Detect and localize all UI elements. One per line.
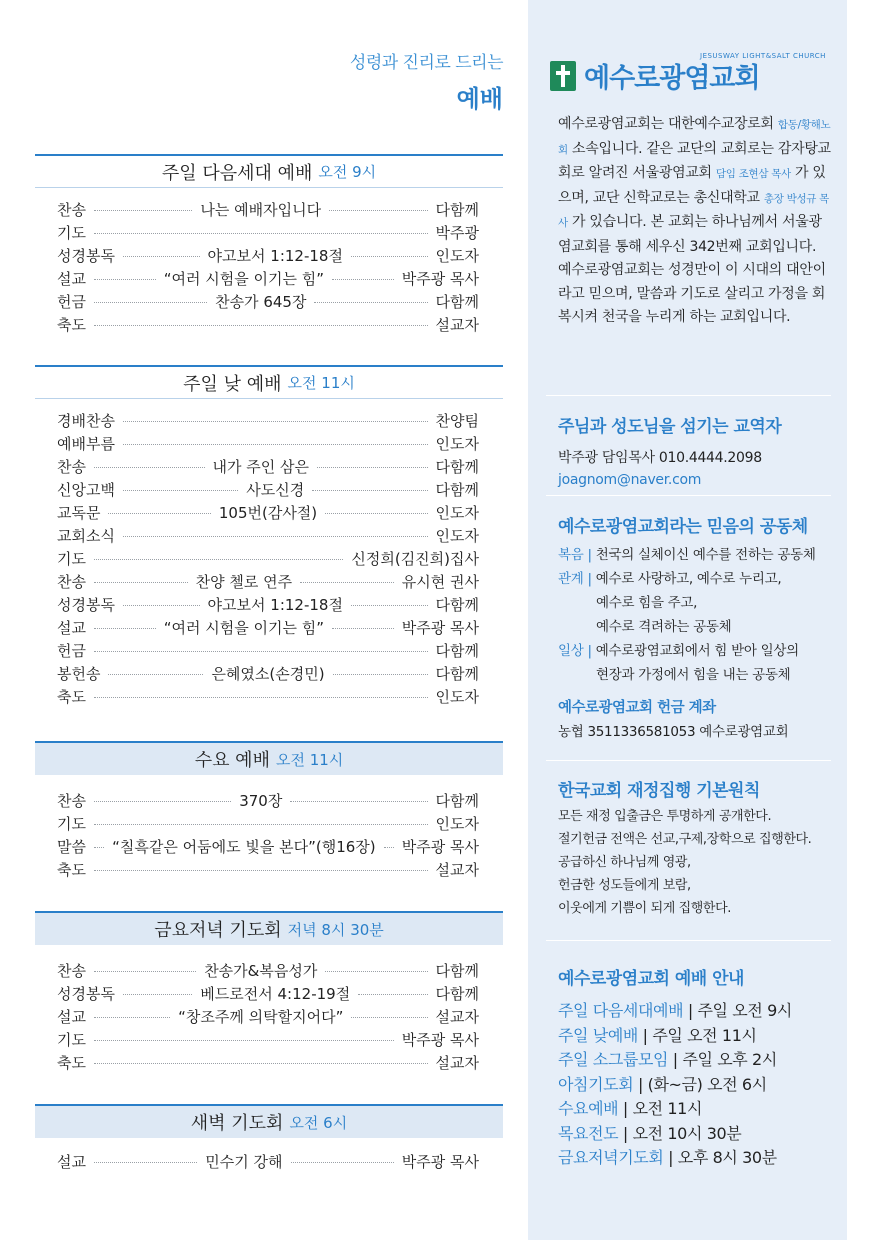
dotted-leader: [312, 490, 427, 491]
order-item: 축도: [57, 316, 86, 334]
dotted-leader: [123, 536, 428, 537]
dotted-leader: [123, 444, 428, 445]
intro-highlight: 담임 조현삼 목사: [715, 168, 791, 180]
order-content: 야고보서 1:12-18절: [207, 247, 343, 265]
dotted-leader: [94, 325, 428, 326]
order-row: [57, 1005, 479, 1028]
order-item: 설교: [57, 619, 86, 637]
order-leader: 설교자: [435, 1008, 479, 1026]
community-text: 현장과 가정에서 힘을 내는 공동체: [596, 667, 791, 683]
schedule-name: 아침기도회: [558, 1074, 634, 1094]
order-list: [35, 409, 503, 708]
order-leader: 다함께: [435, 201, 480, 219]
dotted-leader: [290, 801, 427, 802]
finance-title: 한국교회 재정집행 기본원칙: [558, 781, 760, 801]
dotted-leader: [94, 824, 428, 825]
order-content: 민수기 강해: [205, 1153, 283, 1171]
dotted-leader: [94, 1162, 197, 1163]
community-text: 천국의 실체이신 예수를 전하는 공동체: [595, 547, 816, 563]
dotted-leader: [358, 994, 427, 995]
page-title: 예배: [456, 85, 503, 113]
order-leader: 박주광 목사: [401, 838, 480, 856]
order-content: “창조주께 의탁할지어다”: [178, 1008, 344, 1026]
order-row: [57, 616, 479, 639]
order-row: [57, 593, 479, 616]
community-item: [558, 543, 833, 567]
dotted-leader: [123, 605, 200, 606]
dotted-leader: [317, 467, 428, 468]
schedule-name: 수요예배: [558, 1099, 619, 1118]
order-row: [57, 959, 479, 982]
schedule-name: 주일 낮예배: [558, 1025, 638, 1045]
dotted-leader: [94, 1063, 428, 1064]
intro-highlight: 총장 박성규 목사: [558, 192, 830, 229]
order-content: 찬양 첼로 연주: [195, 573, 293, 591]
separator: |: [587, 571, 592, 587]
order-item: 기도: [57, 550, 86, 568]
order-row: [57, 789, 479, 812]
schedule-time: | 오후 8시 30분: [663, 1148, 777, 1167]
order-row: [57, 501, 479, 524]
account-title: 예수로광염교회 헌금 계좌: [558, 700, 716, 716]
dotted-leader: [329, 210, 427, 211]
order-content: 베드로전서 4:12-19절: [200, 985, 351, 1003]
order-item: 설교: [57, 1008, 86, 1026]
order-item: 축도: [57, 688, 86, 706]
dotted-leader: [332, 628, 394, 629]
order-item: 말씀: [57, 838, 86, 856]
order-leader: 유시현 권사: [401, 573, 479, 591]
order-leader: 찬양팀: [435, 412, 479, 430]
section-header: [35, 154, 503, 188]
schedule-time: | 주일 오전 9시: [683, 1001, 792, 1020]
order-row: [57, 524, 479, 547]
section-title: 새벽 기도회: [190, 1113, 284, 1134]
dotted-leader: [300, 582, 394, 583]
order-leader: 신정희(김진희)집사: [351, 550, 479, 568]
intro-text: 가 있습니다. 본 교회는 하나님께서 서울광염교회를 통해 세우신 342번째 교회입니다.: [558, 214, 822, 255]
section-sunday-service: [35, 365, 503, 708]
section-time: 오전 11시: [287, 374, 355, 392]
community-label: 관계: [558, 571, 584, 587]
order-list: [35, 959, 503, 1074]
order-content: 사도신경: [246, 481, 305, 499]
order-leader: 다함께: [435, 985, 480, 1003]
order-item: 교회소식: [57, 527, 115, 545]
dotted-leader: [325, 513, 427, 514]
order-leader: 다함께: [435, 481, 480, 499]
dotted-leader: [314, 302, 427, 303]
community-block: [558, 512, 833, 687]
dotted-leader: [94, 847, 104, 848]
order-row: [57, 1051, 479, 1074]
community-text: 예수로 힘을 주고,: [596, 595, 698, 611]
community-item: [558, 639, 833, 663]
section-title: 주일 낮 예배: [183, 373, 282, 395]
church-info-column: [528, 0, 847, 1240]
dotted-leader: [325, 971, 427, 972]
divider: [546, 395, 831, 396]
church-english-name: JESUSWAY LIGHT&SALT CHURCH: [700, 52, 826, 60]
section-header: [35, 741, 503, 775]
schedule-name: 주일 소그룹모임: [558, 1050, 669, 1069]
dotted-leader: [94, 628, 156, 629]
order-row: [57, 1150, 479, 1173]
order-content: 105번(감사절): [218, 504, 318, 522]
page-heading: [350, 48, 503, 114]
order-content: “여러 시험을 이기는 힘”: [163, 270, 325, 288]
order-row: [57, 455, 479, 478]
order-row: [57, 290, 479, 313]
schedule-item: [558, 1097, 833, 1122]
dotted-leader: [94, 870, 428, 871]
order-row: [57, 639, 479, 662]
order-row: [57, 198, 479, 221]
order-leader: 박주광 목사: [401, 1031, 479, 1049]
order-item: 찬송: [57, 573, 86, 591]
church-logo: [550, 52, 826, 95]
order-item: 찬송: [57, 792, 86, 810]
order-list: [35, 198, 503, 336]
divider: [546, 495, 831, 496]
dotted-leader: [94, 1040, 394, 1041]
schedule-list: [558, 999, 833, 1171]
dotted-leader: [94, 302, 207, 303]
section-time: 저녁 8시 30분: [287, 920, 384, 939]
order-row: [57, 1028, 479, 1051]
staff-contact: 박주광 담임목사 010.4444.2098: [558, 450, 762, 466]
section-friday-prayer: [35, 911, 503, 1074]
separator: |: [587, 547, 592, 563]
order-item: 기도: [57, 224, 86, 242]
order-leader: 박주광 목사: [401, 270, 479, 288]
order-item: 기도: [57, 1031, 86, 1049]
order-content: 은혜였소(손경민): [211, 665, 325, 683]
order-item: 기도: [57, 815, 86, 833]
dotted-leader: [94, 697, 428, 698]
order-leader: 다함께: [435, 962, 480, 980]
order-content: 찬송가&복음성가: [204, 962, 318, 980]
order-item: 교독문: [57, 504, 101, 522]
community-label: 복음: [558, 547, 584, 563]
order-leader: 설교자: [435, 1054, 479, 1072]
order-row: [57, 685, 479, 708]
order-leader: 다함께: [435, 596, 480, 614]
order-leader: 다함께: [435, 792, 479, 810]
schedule-block: [558, 964, 833, 1171]
order-item: 헌금: [57, 293, 86, 311]
order-leader: 다함께: [435, 642, 479, 660]
section-time: 오전 6시: [289, 1113, 348, 1132]
intro-text: 예수로광염교회는 대한예수교장로회: [558, 116, 778, 132]
order-row: [57, 432, 479, 455]
order-row: [57, 812, 479, 835]
order-row: [57, 221, 479, 244]
section-dawn-prayer: [35, 1104, 503, 1173]
dotted-leader: [351, 605, 428, 606]
divider: [546, 940, 831, 941]
order-list: [35, 1150, 503, 1173]
order-item: 축도: [57, 861, 86, 879]
order-leader: 설교자: [435, 861, 479, 879]
dotted-leader: [123, 421, 428, 422]
dotted-leader: [332, 279, 394, 280]
account-number: 농협 3511336581053 예수로광염교회: [558, 724, 789, 740]
schedule-item: [558, 1073, 833, 1098]
schedule-name: 주일 다음세대예배: [558, 1001, 684, 1020]
dotted-leader: [291, 1162, 394, 1163]
order-row: [57, 570, 479, 593]
cross-icon: [550, 61, 576, 91]
order-content: “여러 시험을 이기는 힘”: [163, 619, 325, 637]
dotted-leader: [108, 513, 210, 514]
church-name: 예수로광염교회: [584, 63, 760, 94]
order-leader: 박주광: [435, 224, 479, 242]
section-title: 금요저녁 기도회: [154, 920, 282, 941]
schedule-title: 예수로광염교회 예배 안내: [558, 969, 744, 989]
order-content: 야고보서 1:12-18절: [207, 596, 343, 614]
order-item: 봉헌송: [57, 665, 101, 683]
order-leader: 인도자: [435, 527, 479, 545]
order-content: 찬송가 645장: [215, 293, 307, 311]
order-item: 성경봉독: [57, 985, 115, 1003]
order-item: 찬송: [57, 458, 86, 476]
order-leader: 다함께: [435, 665, 480, 683]
schedule-name: 목요전도: [558, 1123, 619, 1143]
order-list: [35, 789, 503, 881]
staff-email-link[interactable]: joagnom@naver.com: [558, 472, 702, 488]
dotted-leader: [333, 674, 428, 675]
section-title: 수요 예배: [194, 750, 270, 771]
account-block: [558, 696, 833, 743]
finance-line: 모든 재정 입출금은 투명하게 공개한다.: [558, 809, 772, 824]
order-leader: 다함께: [435, 293, 480, 311]
community-text: 예수로광염교회에서 힘 받아 일상의: [595, 643, 799, 659]
dotted-leader: [94, 801, 231, 802]
dotted-leader: [94, 651, 428, 652]
dotted-leader: [123, 256, 200, 257]
church-intro: [558, 113, 833, 330]
community-text: 예수로 격려하는 공동체: [596, 619, 732, 635]
order-content: 370장: [239, 792, 283, 810]
divider: [546, 760, 831, 761]
order-row: [57, 313, 479, 336]
finance-block: [558, 776, 833, 920]
section-title: 주일 다음세대 예배: [161, 162, 313, 184]
finance-line: 이웃에게 기쁨이 되게 집행한다.: [558, 901, 731, 916]
section-next-generation-service: [35, 154, 503, 336]
dotted-leader: [123, 490, 238, 491]
dotted-leader: [94, 559, 343, 560]
order-row: [57, 478, 479, 501]
order-row: [57, 547, 479, 570]
schedule-time: | 주일 오후 2시: [668, 1050, 777, 1069]
staff-title: 주님과 성도님을 섬기는 교역자: [558, 417, 782, 437]
schedule-item: [558, 1048, 833, 1073]
schedule-time: | 주일 오전 11시: [637, 1025, 757, 1045]
order-item: 설교: [57, 1153, 86, 1171]
intro-text: 소속입니다. 같은 교단의 교회로는 감자탕교회로 알려진 서울광염교회: [558, 140, 831, 181]
finance-line: 절기헌금 전액은 선교,구제,장학으로 집행한다.: [558, 832, 812, 847]
schedule-time: | (화~금) 오전 6시: [633, 1074, 767, 1094]
order-leader: 박주광 목사: [401, 1153, 480, 1171]
community-title: 예수로광염교회라는 믿음의 공동체: [558, 517, 808, 537]
order-item: 예배부름: [57, 435, 115, 453]
dotted-leader: [94, 467, 205, 468]
order-item: 헌금: [57, 642, 86, 660]
order-row: [57, 244, 479, 267]
community-label: 일상: [558, 643, 584, 659]
schedule-time: | 오전 11시: [618, 1099, 703, 1118]
community-item: [558, 567, 833, 591]
intro-highlight: 합동/황해노회: [558, 119, 831, 156]
order-item: 성경봉독: [57, 596, 115, 614]
order-row: [57, 835, 479, 858]
dotted-leader: [94, 582, 188, 583]
order-row: [57, 409, 479, 432]
order-leader: 인도자: [435, 504, 480, 522]
section-header: [35, 365, 503, 399]
schedule-item: [558, 1146, 833, 1171]
dotted-leader: [94, 279, 156, 280]
order-item: 신앙고백: [57, 481, 115, 499]
dotted-leader: [351, 1017, 427, 1018]
order-content: 나는 예배자입니다: [200, 201, 322, 219]
order-leader: 설교자: [435, 316, 479, 334]
section-header: [35, 911, 503, 945]
section-header: [35, 1104, 503, 1138]
staff-block: [558, 412, 833, 491]
dotted-leader: [94, 233, 428, 234]
dotted-leader: [123, 994, 192, 995]
community-list: [558, 543, 833, 687]
order-content: 내가 주인 삼은: [212, 458, 309, 476]
schedule-time: | 오전 10시 30분: [618, 1123, 742, 1143]
dotted-leader: [94, 1017, 170, 1018]
dotted-leader: [94, 210, 192, 211]
dotted-leader: [94, 971, 196, 972]
order-row: [57, 662, 479, 685]
order-leader: 인도자: [435, 815, 479, 833]
dotted-leader: [351, 256, 428, 257]
separator: |: [587, 643, 592, 659]
order-item: 찬송: [57, 962, 86, 980]
dotted-leader: [108, 674, 203, 675]
finance-line: 헌금한 성도들에게 보람,: [558, 878, 691, 893]
order-item: 찬송: [57, 201, 86, 219]
section-time: 오전 11시: [275, 750, 344, 769]
order-item: 축도: [57, 1054, 86, 1072]
order-leader: 인도자: [435, 247, 480, 265]
order-leader: 박주광 목사: [401, 619, 479, 637]
schedule-item: [558, 1024, 833, 1049]
dotted-leader: [384, 847, 394, 848]
intro-text: 예수로광염교회는 성경만이 이 시대의 대안이라고 믿으며, 말씀과 기도로 살리고 가정을 회복시켜 천국을 누리게 하는 교회입니다.: [558, 262, 826, 325]
order-item: 설교: [57, 270, 86, 288]
finance-list: [558, 805, 833, 920]
order-item: 경배찬송: [57, 412, 115, 430]
section-time: 오전 9시: [318, 163, 377, 181]
order-item: 성경봉독: [57, 247, 115, 265]
order-leader: 다함께: [435, 458, 480, 476]
schedule-item: [558, 1122, 833, 1147]
schedule-name: 금요저녁기도회: [558, 1148, 664, 1167]
order-leader: 인도자: [435, 435, 479, 453]
order-row: [57, 267, 479, 290]
schedule-item: [558, 999, 833, 1024]
intro-text: 가 있으며, 교단 신학교로는 총신대학교: [558, 165, 826, 206]
order-leader: 인도자: [435, 688, 479, 706]
order-row: [57, 982, 479, 1005]
section-wednesday-service: [35, 741, 503, 881]
order-row: [57, 858, 479, 881]
order-content: “칠흑같은 어둠에도 빛을 본다”(행16장): [112, 838, 376, 856]
page-subtitle: 성령과 진리로 드리는: [349, 53, 503, 73]
community-text: 예수로 사랑하고, 예수로 누리고,: [595, 571, 782, 587]
finance-line: 공급하신 하나님께 영광,: [558, 855, 691, 870]
